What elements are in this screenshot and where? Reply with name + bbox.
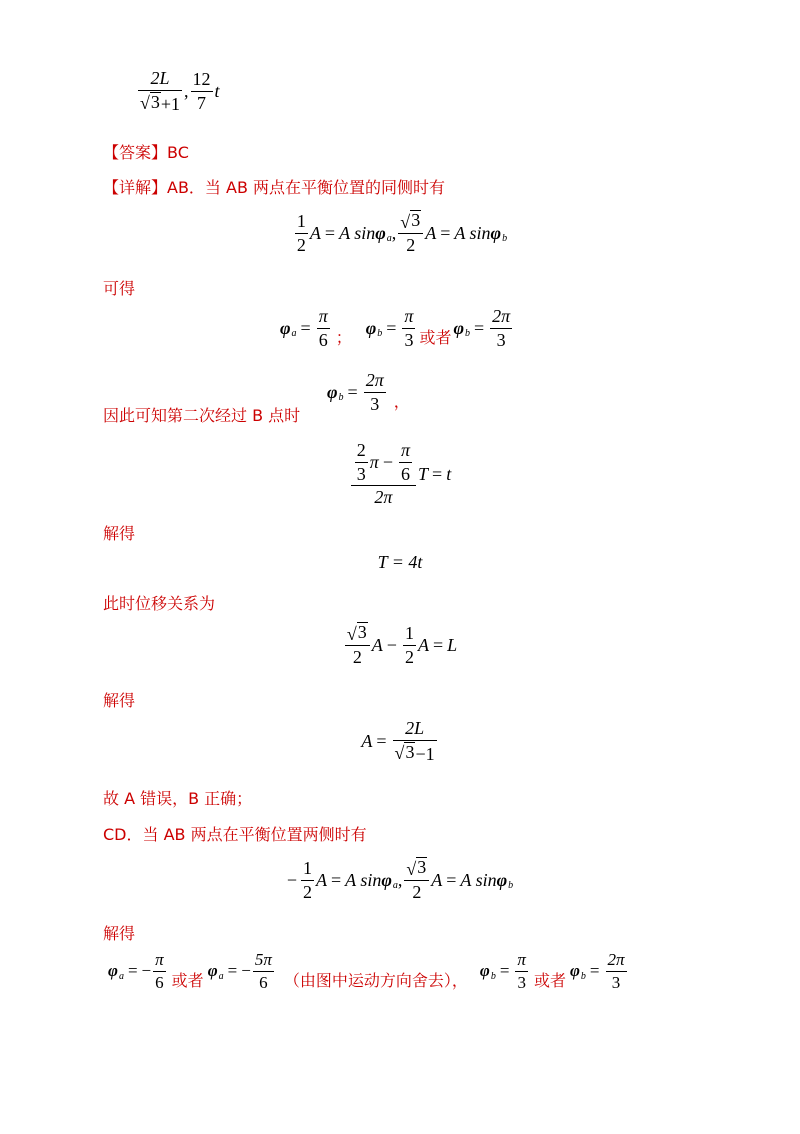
equals: =	[432, 463, 443, 484]
numerator: 12	[192, 68, 211, 89]
cd-line: CD．当 AB 两点在平衡位置两侧时有	[103, 825, 367, 844]
comma: ,	[184, 80, 189, 101]
denominator: 6	[318, 329, 328, 350]
equals: =	[446, 869, 457, 890]
amplitude-A: A	[316, 869, 327, 890]
amplitude-A: A	[371, 634, 383, 655]
denominator: 6	[401, 463, 410, 484]
comma: ,	[397, 869, 403, 890]
minus: −	[241, 961, 251, 981]
denominator: 3	[496, 329, 506, 350]
phi-values: φ a = $\frac{\pi}{6}$ ； φ b = $\frac{\pi}{3}$ 或者 φ b = $\frac{2\pi}{3}$	[280, 306, 511, 350]
equation-T-4t: T = 4t	[377, 552, 423, 572]
equation-amplitude: A = 2L √ 3 −1	[361, 718, 435, 764]
conclusion-line: 故 A 错误，B 正确；	[103, 789, 253, 808]
equals: =	[440, 222, 451, 243]
amplitude-A: A	[417, 634, 429, 655]
numerator: 1	[296, 210, 306, 231]
A-sin: A sin	[339, 222, 376, 243]
A-sin: A sin	[345, 869, 382, 890]
numerator: π	[404, 306, 414, 326]
denominator-rest: +1	[160, 93, 181, 114]
variable-t: t	[214, 80, 220, 101]
minus: −	[386, 634, 397, 655]
final-phi-values: φ a = − $\frac{\pi}{6}$ 或者 φ a = − $\frac{5\pi}{6}$ （由图中运动方向舍去）， φ b = $\frac{\pi}{3}$ 或者 φ b = $\frac{2\pi}{3}$	[108, 950, 625, 992]
pi: π	[369, 451, 379, 472]
huozhe-text: 或者	[533, 970, 566, 990]
fraction-2L-over-sqrt3-plus1: 2L √ 3 +1	[140, 68, 181, 114]
denominator: 7	[197, 92, 207, 113]
A-sin: A sin	[454, 222, 491, 243]
numerator: 2L	[150, 68, 170, 88]
denominator: 2π	[374, 487, 393, 508]
numerator: 2π	[607, 950, 625, 969]
numerator: π	[400, 440, 411, 460]
denominator: 6	[155, 972, 164, 992]
semicolon: ；	[335, 327, 352, 347]
yinci-line: 因此可知第二次经过 B 点时	[103, 406, 301, 425]
denominator: 2	[406, 235, 416, 256]
huozhe-text: 或者	[171, 970, 204, 990]
phi-b-expression: φ b = $\frac{2\pi}{3}$ ，	[327, 370, 410, 414]
fraction-12-over-7	[191, 69, 213, 113]
equals: =	[376, 730, 387, 751]
note-text: （由图中运动方向舍去），	[283, 970, 468, 990]
A-sin: A sin	[460, 869, 497, 890]
denominator: 2	[412, 882, 422, 903]
answer-line: 【答案】BC	[103, 143, 189, 162]
denominator: 6	[259, 972, 268, 992]
numerator: 5π	[254, 950, 272, 969]
equation-opposite-sides: − $\frac{1}{2}$ A = A sin φ a , √ 3 2 A = A sin φ b	[286, 857, 514, 903]
amplitude-A: A	[309, 222, 321, 243]
denominator: 3	[370, 393, 380, 414]
kede-line: 可得	[103, 279, 136, 298]
minus: −	[382, 451, 393, 472]
period-T: T	[418, 463, 429, 484]
top-expression	[136, 68, 220, 114]
jiede-line-3: 解得	[103, 924, 136, 943]
numerator: 1	[303, 857, 312, 878]
jiede-line-2: 解得	[103, 691, 136, 710]
equals: =	[331, 869, 342, 890]
amplitude-A: A	[361, 730, 373, 751]
minus: −	[286, 869, 297, 890]
sqrt-radicand: 3	[405, 741, 415, 762]
denominator-rest: −1	[415, 743, 435, 764]
minus: −	[141, 961, 152, 981]
cishi-line: 此时位移关系为	[103, 594, 216, 613]
equals: =	[324, 222, 336, 243]
sqrt-radicand: 3	[417, 857, 427, 877]
denominator: 2	[303, 881, 312, 902]
numerator: 2	[356, 440, 366, 460]
numerator: π	[155, 950, 164, 969]
denominator: 2	[404, 646, 414, 667]
numerator: 2π	[365, 370, 384, 390]
amplitude-A: A	[425, 222, 437, 243]
numerator: 2π	[492, 306, 511, 326]
denominator: 3	[356, 463, 366, 484]
sqrt-radicand: 3	[411, 210, 421, 230]
huozhe-text: 或者	[419, 327, 452, 347]
equals: =	[432, 634, 444, 655]
denominator: 3	[611, 972, 621, 992]
denominator: 3	[517, 972, 526, 992]
detail-line: 【详解】AB．当 AB 两点在平衡位置的同侧时有	[103, 178, 446, 197]
numerator: 2L	[405, 718, 425, 738]
denominator: 3	[404, 329, 414, 350]
denominator: 2	[296, 234, 306, 255]
denominator: 2	[352, 647, 362, 668]
sqrt-radicand: 3	[150, 91, 160, 112]
numerator: π	[517, 950, 526, 969]
numerator: π	[318, 306, 328, 326]
comma: ，	[393, 391, 410, 411]
length-L: L	[447, 634, 458, 655]
jiede-line-1: 解得	[103, 524, 136, 543]
equation-period	[0, 440, 800, 508]
variable-t: t	[446, 463, 452, 484]
equation-displacement: √ 3 2 A − $\frac{1}{2}$ A = L	[346, 622, 458, 668]
numerator: 1	[404, 622, 414, 643]
sqrt-radicand: 3	[357, 622, 367, 642]
amplitude-A: A	[431, 869, 443, 890]
comma: ,	[391, 222, 397, 243]
equation-same-side: $\frac{1}{2}$ A = A sin φ a , √ 3 2 A = A sin φ b	[296, 210, 508, 256]
